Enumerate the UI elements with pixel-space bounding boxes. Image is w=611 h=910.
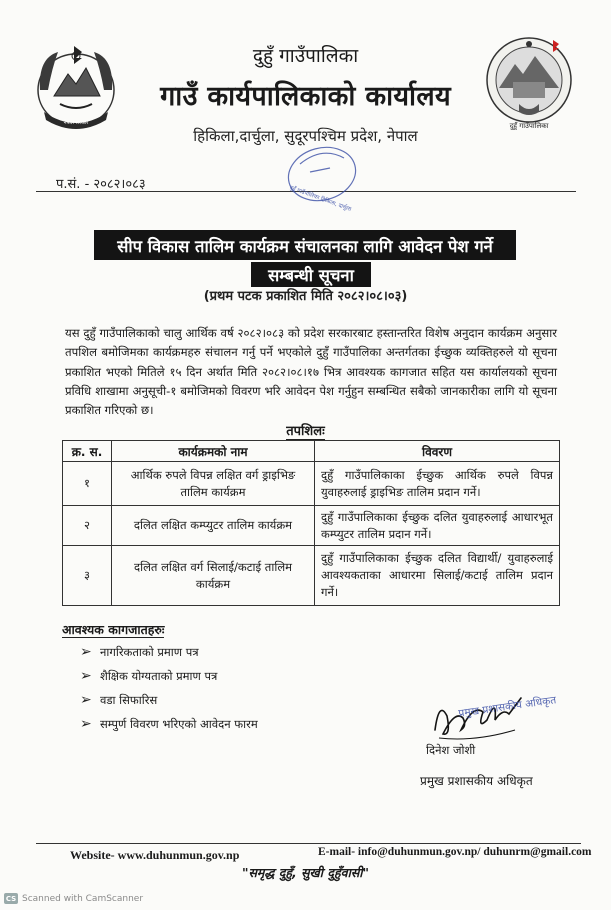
- footer-email: E-mail- info@duhunmun.gov.np/ duhunrm@gmail.com: [318, 846, 592, 858]
- schedule-heading-text: तपशिलः: [286, 424, 325, 439]
- program-table: [62, 440, 560, 606]
- signatory-title: प्रमुख प्रशासकीय अधिकृत: [420, 774, 533, 788]
- stamp-text: दुहुँ गाउँपालिका हिकिला, दार्चुला: [288, 185, 352, 213]
- row-sn: १: [63, 462, 112, 506]
- row-program-name: दलित लक्षित वर्ग सिलाई/कटाई तालिम कार्यक्रम: [112, 546, 315, 606]
- arrow-icon: ➢: [80, 644, 92, 660]
- list-item-label: नागरिकताको प्रमाण पत्र: [100, 644, 199, 659]
- list-item-label: वडा सिफारिस: [100, 692, 158, 707]
- arrow-icon: ➢: [80, 716, 92, 732]
- list-item-label: सम्पुर्ण विवरण भरिएको आवेदन फारम: [100, 716, 258, 731]
- row-program-name: आर्थिक रुपले विपन्न लक्षित वर्ग ड्राइभिङ तालिम कार्यक्रम: [112, 462, 315, 506]
- requirements-heading: [62, 621, 164, 638]
- watermark-text: Scanned with CamScanner: [22, 893, 144, 904]
- office-address: हिकिला,दार्चुला, सुदूरपश्चिम प्रदेश, नेपाल: [193, 127, 418, 145]
- list-item: [80, 712, 258, 736]
- arrow-icon: ➢: [80, 692, 92, 708]
- row-description: दुहुँ गाउँपालिकाका ईच्छुक दलित युवाहरुलाई आधारभूत कम्प्युटर तालिम प्रदान गर्ने।: [315, 506, 560, 546]
- footer-divider: [36, 843, 581, 844]
- row-sn: २: [63, 506, 112, 546]
- row-program-name: दलित लक्षित कम्प्युटर तालिम कार्यक्रम: [112, 506, 315, 546]
- arrow-icon: ➢: [80, 668, 92, 684]
- table-header-row: [63, 441, 560, 462]
- list-item: [80, 640, 258, 664]
- table-row: [63, 462, 560, 506]
- row-description: दुहुँ गाउँपालिकाका ईच्छुक आर्थिक रुपले विपन्न युवाहरुलाई ड्राइभिङ तालिम प्रदान गर्ने।: [315, 462, 560, 506]
- published-date: (प्रथम पटक प्रकाशित मिति २०८२।०८।०३): [203, 289, 408, 304]
- municipality-name: दुहुँ गाउँपालिका: [252, 45, 359, 67]
- signatory-name: दिनेश जोशी: [426, 743, 476, 757]
- signature-stamp: प्रमुख प्रशासकीय अधिकृत: [457, 694, 557, 720]
- office-name: गाउँ कार्यपालिकाको कार्यालय: [160, 81, 451, 112]
- right-emblem-text: दुहुँ गाउँपालिका: [509, 122, 549, 130]
- requirements-heading-text: आवश्यक कागजातहरुः: [62, 622, 165, 637]
- left-emblem-text: नेपाल सरकार: [63, 120, 89, 126]
- scanner-watermark: [4, 893, 143, 904]
- office-stamp-icon: [270, 134, 370, 228]
- header-program-name: कार्यक्रमको नाम: [112, 441, 315, 462]
- list-item: [80, 664, 258, 688]
- list-item-label: शैक्षिक योग्यताको प्रमाण पत्र: [100, 668, 218, 683]
- notice-body: यस दुहुँ गाउँपालिकाको चालु आर्थिक वर्ष २०८२।०८३ को प्रदेश सरकारबाट हस्तान्तरित विशेष अनुदान कार्यक्रम अनुसार तपशिल बमोजिमका कार्यक्रमहरु संचालन गर्नु पर्ने भएकोले दुहुँ गाउँपालिका अन्तर्गतका ईच्छुक व्यक्तिहरुले यो सूचना प्रकाशित भएको मितिले १५ दिन अर्थात मिति २०८२।०८।१७ भित्र आवश्यक कागजात सहित यस कार्यालयको सूचना प्रविधि शाखामा अनुसूची-१ बमोजिमको विवरण भरि आवेदन पेश गर्नुहुन सम्बन्धित सबैको जानकारीका लागि यो सूचना प्रकाशित गरिएको छ।: [65, 326, 557, 418]
- notice-title: सीप विकास तालिम कार्यक्रम संचालनका लागि आवेदन पेश गर्ने: [94, 230, 516, 260]
- footer-website: Website- www.duhunmun.gov.np: [70, 848, 240, 862]
- list-item: [80, 688, 258, 712]
- reference-number: प.सं. - २०८२।०८३: [56, 177, 146, 192]
- row-sn: ३: [63, 546, 112, 606]
- requirements-list: [80, 640, 258, 736]
- notice-title-line2: सम्बन्धी सूचना: [251, 262, 371, 287]
- footer-slogan: "समृद्ध दुहुँ, सुखी दुहुँवासी": [241, 865, 370, 880]
- header-description: विवरण: [315, 441, 560, 462]
- table-row: [63, 546, 560, 606]
- table-row: [63, 506, 560, 546]
- camscanner-icon: CS: [5, 894, 17, 903]
- row-description: दुहुँ गाउँपालिकाका ईच्छुक दलित विद्यार्थी/ युवाहरुलाई आवश्यकताका आधारमा सिलाई/कटाई तालिम प्रदान गर्ने।: [315, 546, 560, 606]
- schedule-heading: [0, 421, 611, 439]
- header-sn: क्र. स.: [63, 441, 112, 462]
